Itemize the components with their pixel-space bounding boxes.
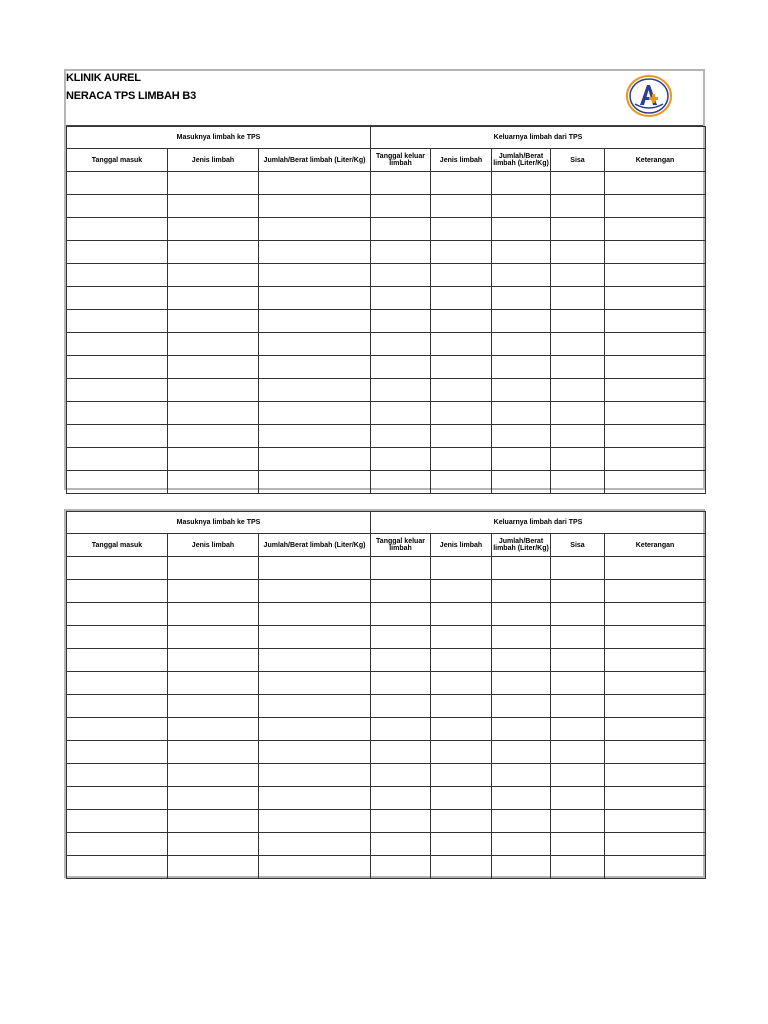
table-cell [605,425,706,448]
table-cell [605,649,706,672]
table-cell [492,833,551,856]
table-cell [605,856,706,879]
table-cell [431,718,492,741]
table-cell [431,264,492,287]
col-sisa: Sisa [551,149,605,172]
table-cell [371,195,431,218]
section-in-header: Masuknya limbah ke TPS [67,127,371,149]
table-row [67,195,706,218]
table-cell [605,787,706,810]
table-cell [605,626,706,649]
section-out-header: Keluarnya limbah dari TPS [371,512,706,534]
table-cell [605,333,706,356]
waste-table-1 [66,126,706,494]
table-cell [551,310,605,333]
table-cell [551,580,605,603]
col-jumlah-out: Jumlah/Berat limbah (Liter/Kg) [492,534,551,557]
table-cell [492,672,551,695]
table-cell [168,557,259,580]
table-cell [551,471,605,494]
table-cell [371,402,431,425]
table-cell [168,379,259,402]
table-cell [371,448,431,471]
table-cell [551,448,605,471]
table-row [67,787,706,810]
table-cell [551,425,605,448]
table-cell [551,787,605,810]
table-cell [605,672,706,695]
table-cell [605,241,706,264]
table-cell [492,448,551,471]
table-body [67,127,706,494]
table-cell [551,626,605,649]
table-row [67,471,706,494]
table-cell [67,172,168,195]
table-row [67,695,706,718]
table-cell [551,856,605,879]
table-cell [259,241,371,264]
section-in-header: Masuknya limbah ke TPS [67,512,371,534]
table-row [67,810,706,833]
table-cell [67,471,168,494]
col-jumlah-in: Jumlah/Berat limbah (Liter/Kg) [259,534,371,557]
table-cell [605,764,706,787]
col-sisa: Sisa [551,534,605,557]
table-row [67,603,706,626]
table-cell [67,672,168,695]
table-cell [371,695,431,718]
table-cell [371,172,431,195]
table-row [67,833,706,856]
table-row [67,287,706,310]
document-title: NERACA TPS LIMBAH B3 [66,90,197,102]
table-row [67,718,706,741]
table-cell [492,310,551,333]
table-cell [259,856,371,879]
table-cell [492,356,551,379]
table-cell [551,218,605,241]
table-cell [492,764,551,787]
table-cell [605,287,706,310]
table-cell [168,425,259,448]
table-row [67,218,706,241]
section-out-header: Keluarnya limbah dari TPS [371,127,706,149]
table-row [67,856,706,879]
table-cell [605,833,706,856]
table-cell [259,310,371,333]
table-cell [168,471,259,494]
table-cell [168,448,259,471]
col-jumlah-in: Jumlah/Berat limbah (Liter/Kg) [259,149,371,172]
table-cell [67,218,168,241]
table-cell [492,425,551,448]
table-cell [605,580,706,603]
table-cell [431,856,492,879]
table-cell [551,195,605,218]
table-cell [371,741,431,764]
table-cell [492,787,551,810]
table-cell [168,626,259,649]
table-cell [67,195,168,218]
table-cell [431,580,492,603]
table-cell [259,741,371,764]
table-cell [168,649,259,672]
table-cell [259,626,371,649]
table-cell [492,695,551,718]
table-row [67,379,706,402]
table-cell [168,764,259,787]
table-cell [67,241,168,264]
table-cell [168,402,259,425]
table-cell [67,287,168,310]
table-cell [259,649,371,672]
table-cell [551,287,605,310]
table-cell [168,172,259,195]
table-cell [551,333,605,356]
table-cell [168,695,259,718]
table-cell [551,718,605,741]
table-cell [431,603,492,626]
table-cell [168,287,259,310]
col-jenis-limbah-in: Jenis limbah [168,534,259,557]
table-cell [551,833,605,856]
table-row [67,172,706,195]
table-cell [259,603,371,626]
table-cell [259,356,371,379]
table-cell [67,333,168,356]
table-cell [67,580,168,603]
table-cell [67,356,168,379]
table-cell [605,264,706,287]
table-cell [431,356,492,379]
table-cell [431,833,492,856]
table-row [67,448,706,471]
table-cell [551,356,605,379]
table-cell [168,310,259,333]
table-cell [551,241,605,264]
table-cell [371,603,431,626]
table-cell [605,195,706,218]
table-cell [492,218,551,241]
table-cell [492,172,551,195]
table-cell [431,764,492,787]
table-cell [168,672,259,695]
table-cell [371,764,431,787]
table-cell [67,264,168,287]
table-cell [492,379,551,402]
table-cell [67,741,168,764]
sheet-header [66,71,703,126]
table-cell [431,379,492,402]
table-cell [371,672,431,695]
table-cell [67,718,168,741]
table-cell [67,603,168,626]
table-cell [605,603,706,626]
table-cell [605,172,706,195]
table-cell [492,741,551,764]
table-cell [492,241,551,264]
table-cell [259,672,371,695]
table-cell [371,833,431,856]
table-cell [259,580,371,603]
table-cell [492,626,551,649]
table-cell [67,379,168,402]
col-tanggal-keluar: Tanggal keluar limbah [371,149,431,172]
table-cell [492,333,551,356]
table-cell [431,471,492,494]
table-cell [168,787,259,810]
table-cell [259,402,371,425]
table-cell [67,833,168,856]
table-row [67,425,706,448]
table-cell [67,764,168,787]
table-cell [168,810,259,833]
table-cell [551,649,605,672]
table-cell [431,448,492,471]
balance-sheet-2 [64,509,705,878]
table-cell [431,810,492,833]
table-cell [371,218,431,241]
table-cell [492,649,551,672]
col-jenis-limbah-out: Jenis limbah [431,534,492,557]
table-cell [492,264,551,287]
table-cell [605,471,706,494]
table-cell [371,580,431,603]
table-cell [259,695,371,718]
waste-table-2 [66,511,706,879]
table-cell [259,833,371,856]
table-cell [605,379,706,402]
table-cell [605,557,706,580]
col-keterangan: Keterangan [605,534,706,557]
table-cell [431,649,492,672]
table-row [67,741,706,764]
clinic-name: KLINIK AUREL [66,72,141,84]
table-cell [605,402,706,425]
table-cell [168,333,259,356]
table-cell [492,557,551,580]
table-cell [168,195,259,218]
table-cell [605,695,706,718]
table-cell [605,810,706,833]
col-tanggal-masuk: Tanggal masuk [67,149,168,172]
table-cell [259,287,371,310]
table-cell [67,787,168,810]
table-cell [371,810,431,833]
col-tanggal-masuk: Tanggal masuk [67,534,168,557]
table-cell [431,425,492,448]
table-row [67,310,706,333]
table-cell [259,718,371,741]
table-row [67,241,706,264]
table-cell [371,379,431,402]
table-cell [492,718,551,741]
table-cell [67,425,168,448]
table-cell [605,741,706,764]
table-cell [168,264,259,287]
table-cell [259,557,371,580]
table-cell [551,379,605,402]
col-tanggal-keluar: Tanggal keluar limbah [371,534,431,557]
table-cell [431,195,492,218]
table-cell [371,241,431,264]
table-cell [431,172,492,195]
table-cell [259,810,371,833]
table-cell [371,471,431,494]
table-row [67,264,706,287]
table-cell [168,856,259,879]
table-cell [431,333,492,356]
table-cell [551,557,605,580]
table-body [67,512,706,879]
col-keterangan: Keterangan [605,149,706,172]
table-cell [371,356,431,379]
table-row [67,580,706,603]
table-cell [431,557,492,580]
table-cell [551,402,605,425]
table-cell [371,787,431,810]
table-cell [259,218,371,241]
table-cell [168,603,259,626]
table-cell [431,741,492,764]
table-cell [492,810,551,833]
table-cell [371,287,431,310]
table-cell [371,264,431,287]
table-cell [551,172,605,195]
table-row [67,764,706,787]
table-cell [605,310,706,333]
table-cell [259,264,371,287]
table-row [67,557,706,580]
table-cell [259,195,371,218]
table-cell [551,695,605,718]
table-cell [551,672,605,695]
table-cell [67,856,168,879]
table-cell [168,356,259,379]
table-cell [551,764,605,787]
table-cell [371,718,431,741]
table-cell [431,287,492,310]
col-jenis-limbah-in: Jenis limbah [168,149,259,172]
table-row [67,333,706,356]
table-cell [431,241,492,264]
table-cell [67,649,168,672]
table-cell [67,695,168,718]
table-cell [551,810,605,833]
table-cell [168,741,259,764]
table-cell [67,402,168,425]
clinic-logo-icon [625,74,673,118]
table-cell [371,626,431,649]
table-cell [431,402,492,425]
table-cell [431,218,492,241]
table-cell [551,603,605,626]
table-cell [492,471,551,494]
table-cell [371,649,431,672]
table-cell [492,195,551,218]
table-cell [259,787,371,810]
table-cell [431,695,492,718]
table-row [67,356,706,379]
table-cell [605,356,706,379]
table-cell [168,580,259,603]
balance-sheet-1 [64,69,705,490]
table-cell [168,241,259,264]
table-cell [371,856,431,879]
table-cell [168,718,259,741]
table-cell [371,557,431,580]
table-cell [605,718,706,741]
table-cell [67,626,168,649]
table-cell [168,218,259,241]
col-jenis-limbah-out: Jenis limbah [431,149,492,172]
table-cell [67,310,168,333]
table-cell [371,310,431,333]
table-cell [605,218,706,241]
table-cell [492,856,551,879]
table-row [67,672,706,695]
table-cell [259,379,371,402]
col-jumlah-out: Jumlah/Berat limbah (Liter/Kg) [492,149,551,172]
table-cell [551,264,605,287]
table-cell [492,287,551,310]
table-cell [605,448,706,471]
table-cell [67,557,168,580]
table-cell [259,448,371,471]
table-cell [259,333,371,356]
table-cell [371,425,431,448]
table-row [67,402,706,425]
table-cell [492,402,551,425]
table-cell [431,672,492,695]
table-cell [67,810,168,833]
table-cell [259,764,371,787]
table-cell [259,172,371,195]
table-row [67,649,706,672]
table-cell [168,833,259,856]
table-cell [259,471,371,494]
table-cell [371,333,431,356]
table-cell [431,787,492,810]
table-cell [431,310,492,333]
table-cell [551,741,605,764]
table-row [67,626,706,649]
table-cell [431,626,492,649]
table-cell [67,448,168,471]
table-cell [492,603,551,626]
table-cell [492,580,551,603]
table-cell [259,425,371,448]
